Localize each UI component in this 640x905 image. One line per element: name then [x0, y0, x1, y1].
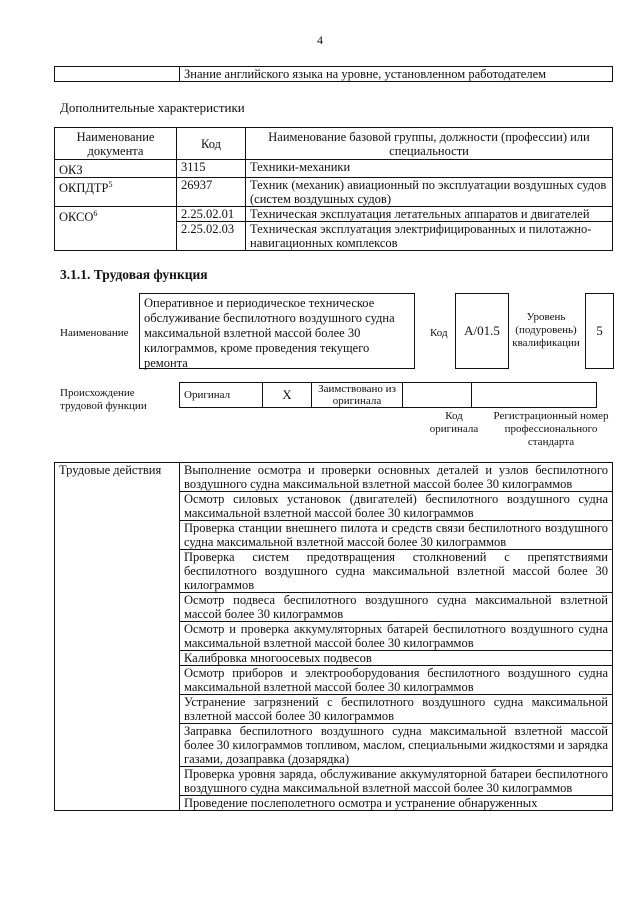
action-item: Проверка систем предотвращения столкновений с препятствиями беспилотного воздушного судна максимальной взлетной массой более 30 килограммов [180, 550, 613, 593]
action-item: Заправка беспилотного воздушного судна максимальной взлетной массой более 30 килограммов топливом, маслом, специальными жидкостями и зарядка газами, дозаправка (дозарядка) [180, 724, 613, 767]
action-item: Проверка уровня заряда, обслуживание аккумуляторной батареи беспилотного воздушного судна максимальной взлетной массой более 30 килограммов [180, 767, 613, 796]
action-item: Осмотр приборов и электрооборудования беспилотного воздушного судна максимальной взлетной массой более 30 килограммов [180, 666, 613, 695]
header-document: Наименование документа [55, 128, 177, 160]
doc-cell: ОКСО$^6$ [55, 207, 177, 251]
action-item: Осмотр подвеса беспилотного воздушного судна максимальной взлетной массой более 30 килограммов [180, 593, 613, 622]
original-cell: Оригинал [180, 383, 263, 408]
requirement-text: Знание английского языка на уровне, установленном работодателем [180, 67, 613, 82]
borrowed-cell: Заимствовано из оригинала [312, 383, 403, 408]
name-cell: Техники-механики [246, 160, 613, 178]
code-cell: 2.25.02.01 [177, 207, 246, 222]
code-cell: 3115 [177, 160, 246, 178]
code-label: Код [430, 327, 448, 339]
reg-number-cell [472, 383, 597, 408]
table-row [55, 207, 613, 222]
labor-actions-table [54, 462, 613, 811]
page-bottom-margin [0, 880, 640, 905]
name-label: Наименование [60, 327, 129, 339]
name-cell: Техник (механик) авиационный по эксплуатации воздушных судов (систем воздушных судов) [246, 178, 613, 207]
action-item: Проведение послеполетного осмотра и устранение обнаруженных [180, 796, 613, 811]
requirements-continuation-table [54, 66, 613, 82]
name-cell: Техническая эксплуатация летательных аппаратов и двигателей [246, 207, 613, 222]
action-item: Устранение загрязнений с беспилотного воздушного судна максимальной взлетной массой более 30 килограммов [180, 695, 613, 724]
function-code-box: A/01.5 [455, 293, 509, 369]
doc-cell: ОКПДТР$^5$ [55, 178, 177, 207]
page-number: 4 [317, 33, 323, 47]
code-cell: 2.25.02.03 [177, 222, 246, 251]
action-item: Выполнение осмотра и проверки основных деталей и узлов беспилотного воздушного судна максимальной взлетной массой более 30 килограммов [180, 463, 613, 492]
function-title: 3.1.1. Трудовая функция [60, 267, 208, 282]
original-mark: X [263, 383, 312, 408]
empty-cell [55, 67, 180, 82]
action-item: Осмотр и проверка аккумуляторных батарей беспилотного воздушного судна максимальной взлетной массой более 30 килограммов [180, 622, 613, 651]
origin-table [179, 382, 597, 408]
code-original-caption: Код оригинала [429, 410, 479, 435]
action-item: Калибровка многоосевых подвесов [180, 651, 613, 666]
origin-label: Происхождение трудовой функции [60, 387, 147, 412]
action-item: Проверка станции внешнего пилота и средств связи беспилотного воздушного судна максимальной взлетной массой более 30 килограммов [180, 521, 613, 550]
code-cell: 26937 [177, 178, 246, 207]
level-box: 5 [585, 293, 614, 369]
action-item: Осмотр силовых установок (двигателей) беспилотного воздушного судна максимальной взлетной массой более 30 килограммов [180, 492, 613, 521]
section-title: Дополнительные характеристики [60, 100, 245, 115]
name-cell: Техническая эксплуатация электрифицированных и пилотажно-навигационных комплексов [246, 222, 613, 251]
actions-label: Трудовые действия [55, 463, 180, 811]
header-code: Код [177, 128, 246, 160]
header-name: Наименование базовой группы, должности (профессии) или специальности [246, 128, 613, 160]
doc-cell: ОКЗ [55, 160, 177, 178]
table-row [55, 160, 613, 178]
reg-number-caption: Регистрационный номер профессионального стандарта [493, 410, 609, 448]
function-name-box: Оперативное и периодическое техническое обслуживание беспилотного воздушного судна максимальной взлетной массой более 30 килограммов, кроме проведения текущего ремонта [139, 293, 415, 369]
classifiers-table [54, 127, 613, 251]
table-row [55, 178, 613, 207]
level-label: Уровень (подуровень) квалификации [512, 311, 580, 349]
code-original-cell [403, 383, 472, 408]
